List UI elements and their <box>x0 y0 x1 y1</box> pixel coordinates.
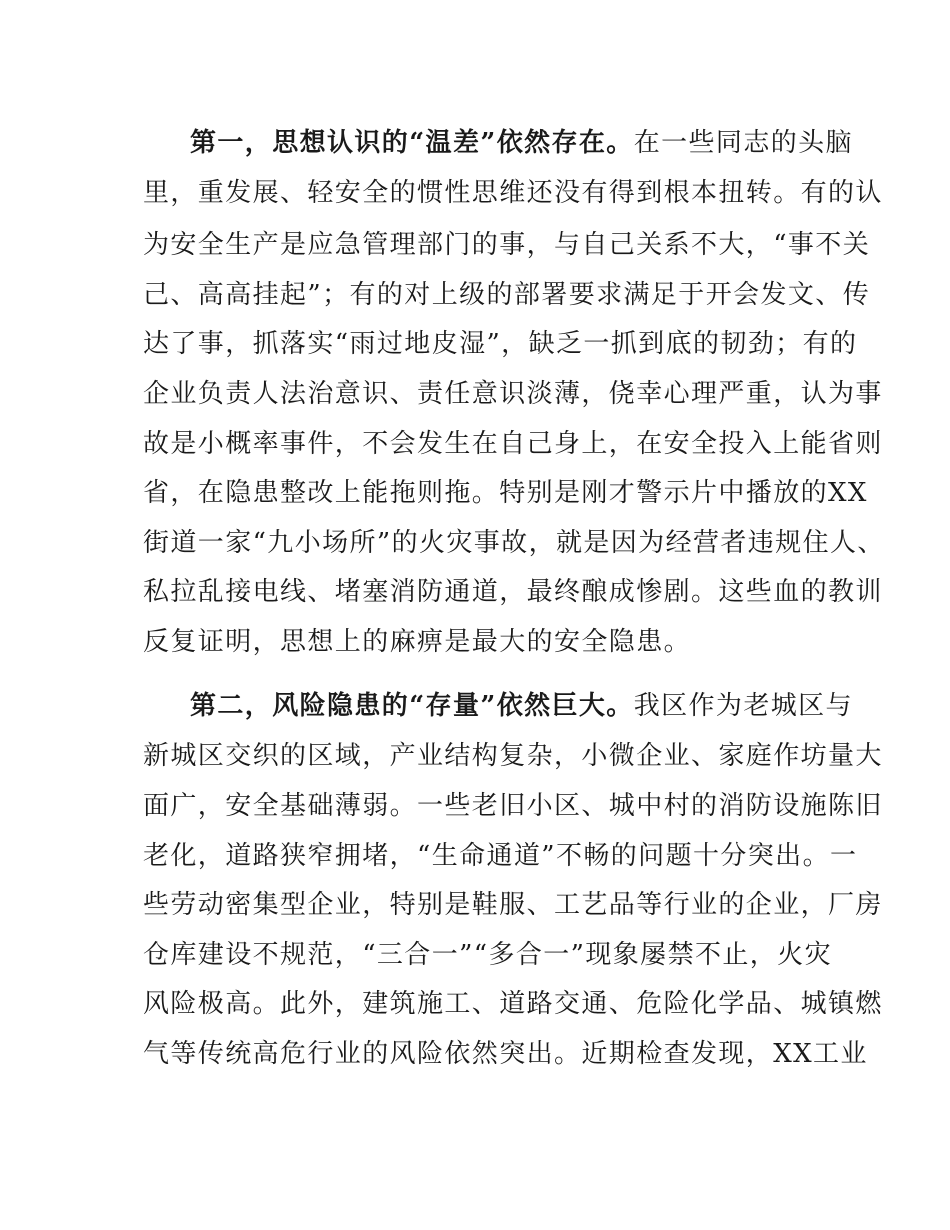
paragraph-1-line-2: 里，重发展、轻安全的惯性思维还没有得到根本扭转。有的认 <box>143 178 883 208</box>
paragraph-1-line-11: 反复证明，思想上的麻痹是最大的安全隐患。 <box>143 627 692 657</box>
paragraph-2-line-4: 老化，道路狭窄拥堵，“生命通道”不畅的问题十分突出。一 <box>143 841 858 871</box>
paragraph-1-text: 在一些同志的头脑 <box>633 128 853 158</box>
paragraph-1-line-7: 故是小概率事件，不会发生在自己身上，在安全投入上能省则 <box>143 429 883 459</box>
paragraph-2-text: 我区作为老城区与 <box>633 691 853 721</box>
paragraph-2-line-2: 新城区交织的区域，产业结构复杂，小微企业、家庭作坊量大 <box>143 741 883 771</box>
paragraph-2-line-5: 些劳动密集型企业，特别是鞋服、工艺品等行业的企业，厂房 <box>143 890 883 920</box>
paragraph-1-heading: 第一，思想认识的“温差”依然存在。 <box>190 128 634 158</box>
paragraph-1-line-4: 己、高高挂起”；有的对上级的部署要求满足于开会发文、传 <box>143 280 871 310</box>
paragraph-2-line-8: 气等传统高危行业的风险依然突出。近期检查发现，XX工业 <box>143 1039 868 1069</box>
paragraph-2-line-6: 仓库建设不规范，“三合一”“多合一”现象屡禁不止，火灾 <box>143 940 832 970</box>
paragraph-2-line-3: 面广，安全基础薄弱。一些老旧小区、城中村的消防设施陈旧 <box>143 791 883 821</box>
paragraph-1-line-5: 达了事，抓落实“雨过地皮湿”，缺乏一抓到底的韧劲；有的 <box>143 329 858 359</box>
paragraph-1-line-9: 街道一家“九小场所”的火灾事故，就是因为经营者违规住人、 <box>143 528 885 558</box>
paragraph-2-heading: 第二，风险隐患的“存量”依然巨大。 <box>190 691 634 721</box>
paragraph-1-line-3: 为安全生产是应急管理部门的事，与自己关系不大，“事不关 <box>143 230 871 260</box>
paragraph-1-line-1 <box>190 127 853 159</box>
paragraph-2-line-7: 风险极高。此外，建筑施工、道路交通、危险化学品、城镇燃 <box>143 989 883 1019</box>
paragraph-2-line-1 <box>190 690 853 722</box>
paragraph-1-line-8: 省，在隐患整改上能拖则拖。特别是刚才警示片中播放的XX <box>143 478 868 508</box>
paragraph-1-line-10: 私拉乱接电线、堵塞消防通道，最终酿成惨剧。这些血的教训 <box>143 577 883 607</box>
paragraph-1-line-6: 企业负责人法治意识、责任意识淡薄，侥幸心理严重，认为事 <box>143 379 883 409</box>
